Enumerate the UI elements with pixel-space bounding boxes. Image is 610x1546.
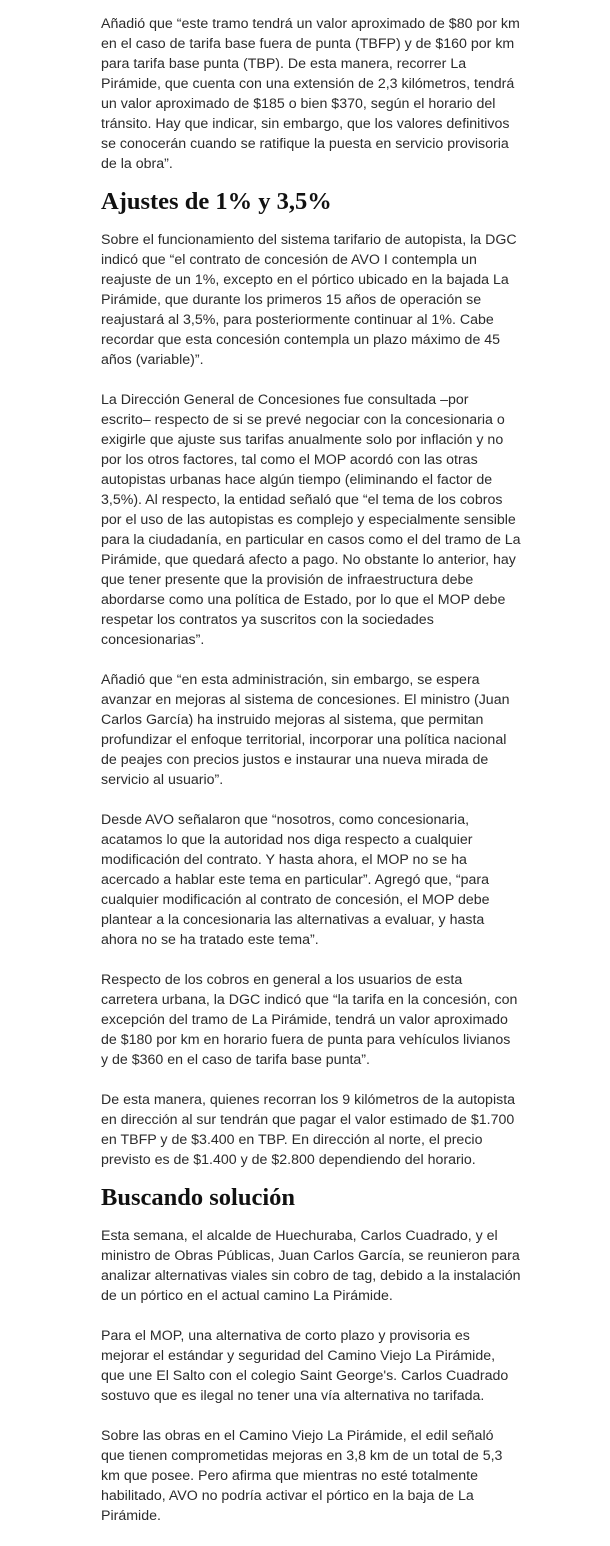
paragraph: Esta semana, el alcalde de Huechuraba, Carlos Cuadrado, y el ministro de Obras Públicas, Juan Carlos García, se reunieron para analizar alternativas viales sin cobro de tag, debido a la instalación de un pórtico en el actual camino La Pirámide. [101, 1228, 521, 1304]
paragraph: Sobre el funcionamiento del sistema tarifario de autopista, la DGC indicó que “el contrato de concesión de AVO I contempla un reajuste de un 1%, excepto en el pórtico ubicado en la bajada La Pirámide, que durante los primeros 15 años de operación se reajustará al 3,5%, para posteriormente continuar al 1%. Cabe recordar que esta concesión contempla un plazo máximo de 45 años (variable)”. [101, 232, 517, 368]
paragraph: Para el MOP, una alternativa de corto plazo y provisoria es mejorar el estándar y seguridad del Camino Viejo La Pirámide, que une El Salto con el colegio Saint George's. Carlos Cuadrado sostuvo que es ilegal no tener una vía alternativa no tarifada. [101, 1328, 509, 1404]
paragraph: De esta manera, quienes recorran los 9 kilómetros de la autopista en dirección al sur tendrán que pagar el valor estimado de $1.700 en TBFP y de $3.400 en TBP. En dirección al norte, el precio previsto es de $1.400 y de $2.800 dependiendo del horario. [101, 1092, 516, 1168]
paragraph: Añadió que “en esta administración, sin embargo, se espera avanzar en mejoras al sistema de concesiones. El ministro (Juan Carlos García) ha instruido mejoras al sistema, que permitan profundizar el enfoque territorial, incorporar una política nacional de peajes con precios justos e instaurar una nueva mirada de servicio al usuario”. [101, 672, 510, 788]
paragraph: La Dirección General de Concesiones fue consultada –por escrito– respecto de si se prevé negociar con la concesionaria o exigirle que ajuste sus tarifas anualmente solo por inflación y no por los otros factores, tal como el MOP acordó con las otras autopistas urbanas hace algún tiempo (eliminando el factor de 3,5%). Al respecto, la entidad señaló que “el tema de los cobros por el uso de las autopistas es complejo y especialmente sensible para la ciudadanía, en particular en casos como el del tramo de La Pirámide, que quedará afecto a pago. No obstante lo anterior, hay que tener presente que la provisión de infraestructura debe abordarse como una política de Estado, por lo que el MOP debe respetar los contratos ya suscritos con la sociedades concesionarias”. [101, 392, 521, 648]
section-heading: Ajustes de 1% y 3,5% [101, 188, 332, 215]
section-heading: Buscando solución [101, 1184, 296, 1211]
article-body [101, 14, 521, 1546]
paragraph: Sobre las obras en el Camino Viejo La Pirámide, el edil señaló que tienen comprometidas mejoras en 3,8 km de un total de 5,3 km que posee. Pero afirma que mientras no esté totalmente habilitado, AVO no podría activar el pórtico en la baja de La Pirámide. [101, 1428, 503, 1524]
paragraph: Añadió que “este tramo tendrá un valor aproximado de $80 por km en el caso de tarifa base fuera de punta (TBFP) y de $160 por km para tarifa base punta (TBP). De esta manera, recorrer La Pirámide, que cuenta con una extensión de 2,3 kilómetros, tendrá un valor aproximado de $185 o bien $370, según el horario del tránsito. Hay que indicar, sin embargo, que los valores definitivos se conocerán cuando se ratifique la puesta en servicio provisoria de la obra”. [101, 16, 520, 172]
paragraph: Respecto de los cobros en general a los usuarios de esta carretera urbana, la DGC indicó que “la tarifa en la concesión, con excepción del tramo de La Pirámide, tendrá un valor aproximado de $180 por km en horario fuera de punta para vehículos livianos y de $360 en el caso de tarifa base punta”. [101, 972, 518, 1068]
paragraph: Desde AVO señalaron que “nosotros, como concesionaria, acatamos lo que la autoridad nos diga respecto a cualquier modificación del contrato. Y hasta ahora, el MOP no se ha acercado a hablar este tema en particular”. Agregó que, “para cualquier modificación al contrato de concesión, el MOP debe plantear a la concesionaria las alternativas a evaluar, y hasta ahora no se ha tratado este tema”. [101, 812, 490, 948]
